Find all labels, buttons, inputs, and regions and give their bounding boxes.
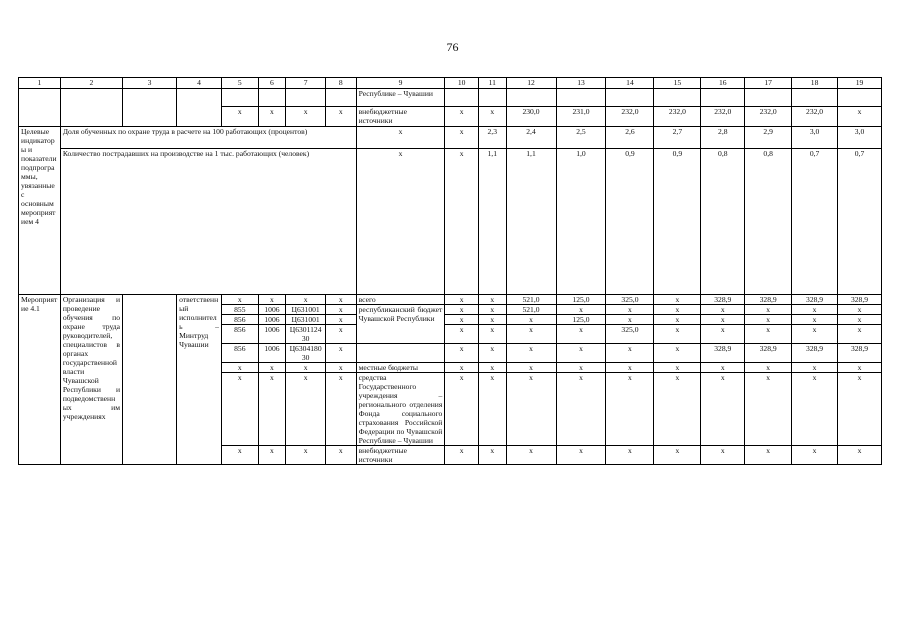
empty-cell [556, 89, 606, 107]
value-cell: x [654, 446, 701, 465]
code-cell: 1006 [258, 344, 286, 363]
value-cell: x [745, 363, 792, 373]
event-label: Мероприятие 4.1 [19, 295, 61, 465]
col-number: 11 [478, 78, 506, 89]
value-cell: x [478, 315, 506, 325]
indicator-col9: x [356, 127, 445, 149]
value-cell: x [838, 325, 882, 344]
code-cell: Ц6301124 30 [286, 325, 326, 344]
empty-cell [258, 89, 286, 107]
col-number: 6 [258, 78, 286, 89]
value-cell: 328,9 [701, 344, 745, 363]
value-cell: x [445, 363, 479, 373]
col-number: 8 [326, 78, 357, 89]
empty-cell [654, 89, 701, 107]
funding-source: республиканский бюджет Чувашской Республики [356, 305, 445, 344]
value-cell: x [506, 344, 556, 363]
code-cell: x [326, 107, 357, 127]
value-cell: 125,0 [556, 295, 606, 305]
empty-cell [177, 89, 222, 127]
funding-source: Республике – Чувашии [356, 89, 445, 107]
col-number: 15 [654, 78, 701, 89]
col-number: 4 [177, 78, 222, 89]
value-cell: x [838, 446, 882, 465]
col-number: 13 [556, 78, 606, 89]
code-cell: x [221, 373, 258, 446]
empty-cell [745, 89, 792, 107]
code-cell: 1006 [258, 315, 286, 325]
code-cell: x [221, 295, 258, 305]
empty-cell [60, 89, 122, 127]
value-cell: x [792, 325, 838, 344]
value-cell: x [745, 305, 792, 315]
empty-cell [701, 89, 745, 107]
value-cell: 2,4 [506, 127, 556, 149]
empty-cell [606, 89, 654, 107]
value-cell: x [506, 446, 556, 465]
value-cell: x [838, 373, 882, 446]
code-cell: x [326, 446, 357, 465]
value-cell: x [506, 363, 556, 373]
funding-source: местные бюджеты [356, 363, 445, 373]
value-cell: x [556, 305, 606, 315]
col-number: 18 [792, 78, 838, 89]
value-cell: x [792, 363, 838, 373]
value-cell: 230,0 [506, 107, 556, 127]
value-cell: x [701, 446, 745, 465]
value-cell: 1,1 [506, 149, 556, 295]
code-cell: x [258, 363, 286, 373]
value-cell: x [445, 295, 479, 305]
value-cell: x [792, 305, 838, 315]
value-cell: 2,9 [745, 127, 792, 149]
indicator-row [19, 127, 882, 149]
value-cell: x [838, 315, 882, 325]
continuation-row [19, 89, 882, 107]
value-cell: x [478, 344, 506, 363]
value-cell: 232,0 [654, 107, 701, 127]
col-number: 17 [745, 78, 792, 89]
value-cell: x [506, 373, 556, 446]
column-number-row [19, 78, 882, 89]
value-cell: x [445, 344, 479, 363]
empty-cell [19, 89, 61, 127]
code-cell: x [326, 315, 357, 325]
value-cell: 521,0 [506, 305, 556, 315]
col-number: 16 [701, 78, 745, 89]
col-number: 14 [606, 78, 654, 89]
code-cell: x [326, 295, 357, 305]
value-cell: 2,3 [478, 127, 506, 149]
code-cell: x [326, 325, 357, 344]
value-cell: 328,9 [838, 295, 882, 305]
value-cell: x [745, 446, 792, 465]
value-cell: 2,5 [556, 127, 606, 149]
value-cell: 0,8 [701, 149, 745, 295]
value-cell: 2,8 [701, 127, 745, 149]
value-cell: x [654, 363, 701, 373]
code-cell: x [286, 446, 326, 465]
value-cell: 328,9 [745, 295, 792, 305]
code-cell: x [258, 446, 286, 465]
value-cell: x [506, 325, 556, 344]
indicator-col9: x [356, 149, 445, 295]
value-cell: x [478, 446, 506, 465]
value-cell: x [445, 373, 479, 446]
value-cell: x [654, 344, 701, 363]
value-cell: x [478, 363, 506, 373]
value-cell: 521,0 [506, 295, 556, 305]
value-cell: x [701, 315, 745, 325]
empty-cell [478, 89, 506, 107]
value-cell: x [478, 373, 506, 446]
code-cell: x [258, 295, 286, 305]
code-cell: 1006 [258, 305, 286, 315]
value-cell: 232,0 [701, 107, 745, 127]
indicator-row [19, 149, 882, 295]
value-cell: 328,9 [792, 295, 838, 305]
col-number: 7 [286, 78, 326, 89]
value-cell: 2,7 [654, 127, 701, 149]
value-cell: 232,0 [745, 107, 792, 127]
value-cell: x [556, 325, 606, 344]
code-cell: x [326, 344, 357, 363]
col-number: 9 [356, 78, 445, 89]
code-cell: 856 [221, 344, 258, 363]
code-cell: Ц6304180 30 [286, 344, 326, 363]
empty-cell [356, 344, 445, 363]
responsible-executor: ответственный исполнитель – Минтруд Чувашии [177, 295, 222, 465]
code-cell: x [326, 373, 357, 446]
value-cell: x [838, 363, 882, 373]
value-cell: 1,0 [556, 149, 606, 295]
value-cell: x [478, 107, 506, 127]
value-cell: x [445, 127, 479, 149]
value-cell: x [792, 373, 838, 446]
value-cell: x [445, 305, 479, 315]
col-number: 2 [60, 78, 122, 89]
value-cell: x [745, 325, 792, 344]
value-cell: x [556, 446, 606, 465]
empty-cell [221, 89, 258, 107]
value-cell: x [506, 315, 556, 325]
value-cell: x [556, 373, 606, 446]
funding-source: всего [356, 295, 445, 305]
code-cell: x [258, 107, 286, 127]
value-cell: 0,8 [745, 149, 792, 295]
value-cell: x [745, 315, 792, 325]
value-cell: x [478, 325, 506, 344]
code-cell: x [286, 107, 326, 127]
value-cell: x [606, 373, 654, 446]
value-cell: 0,9 [606, 149, 654, 295]
value-cell: x [556, 363, 606, 373]
code-cell: Ц631001 [286, 305, 326, 315]
value-cell: 325,0 [606, 295, 654, 305]
empty-cell [326, 89, 357, 107]
code-cell: x [286, 363, 326, 373]
code-cell: x [326, 363, 357, 373]
indicator-text: Доля обученных по охране труда в расчете на 100 работающих (процентов) [60, 127, 356, 149]
value-cell: x [606, 305, 654, 315]
value-cell: 232,0 [792, 107, 838, 127]
value-cell: x [838, 107, 882, 127]
value-cell: x [701, 305, 745, 315]
value-cell: x [445, 149, 479, 295]
empty-cell [506, 89, 556, 107]
code-cell: x [221, 446, 258, 465]
event-col3 [123, 295, 177, 465]
value-cell: x [654, 315, 701, 325]
value-cell: x [792, 446, 838, 465]
funding-source: внебюджетные источники [356, 107, 445, 127]
col-number: 5 [221, 78, 258, 89]
col-number: 3 [123, 78, 177, 89]
value-cell: x [478, 295, 506, 305]
funding-source: средства Государственного учреждения – регионального отделения Фонда социального страхования Российской Федерации по Чувашской Республике – Чувашии [356, 373, 445, 446]
value-cell: 328,9 [792, 344, 838, 363]
code-cell: x [221, 107, 258, 127]
page-number: 76 [446, 40, 459, 54]
code-cell: 856 [221, 315, 258, 325]
value-cell: x [606, 363, 654, 373]
value-cell: x [654, 325, 701, 344]
value-cell: 328,9 [701, 295, 745, 305]
col-number: 10 [445, 78, 479, 89]
value-cell: x [654, 305, 701, 315]
budget-table [18, 77, 882, 465]
col-number: 19 [838, 78, 882, 89]
col-number: 12 [506, 78, 556, 89]
funding-source: внебюджетные источники [356, 446, 445, 465]
value-cell: 328,9 [838, 344, 882, 363]
code-cell: 856 [221, 325, 258, 344]
value-cell: x [838, 305, 882, 315]
indicator-text: Количество пострадавших на производстве на 1 тыс. работающих (человек) [60, 149, 356, 295]
value-cell: 328,9 [745, 344, 792, 363]
empty-cell [123, 89, 177, 127]
value-cell: 3,0 [838, 127, 882, 149]
event-row-total [19, 295, 882, 305]
value-cell: x [701, 325, 745, 344]
value-cell: 0,7 [838, 149, 882, 295]
col-number: 1 [19, 78, 61, 89]
value-cell: x [606, 344, 654, 363]
code-cell: Ц631001 [286, 315, 326, 325]
value-cell: 231,0 [556, 107, 606, 127]
value-cell: 1,1 [478, 149, 506, 295]
code-cell: x [326, 305, 357, 315]
empty-cell [445, 89, 479, 107]
value-cell: x [792, 315, 838, 325]
code-cell: 855 [221, 305, 258, 315]
value-cell: x [445, 325, 479, 344]
event-name: Организация и проведение обучения по охране труда руководителей, специалистов в органах государственной власти Чувашской Республики и подведомственных им учреждениях [60, 295, 122, 465]
value-cell: 2,6 [606, 127, 654, 149]
empty-cell [838, 89, 882, 107]
value-cell: x [606, 446, 654, 465]
value-cell: x [654, 373, 701, 446]
value-cell: 0,7 [792, 149, 838, 295]
value-cell: x [445, 446, 479, 465]
code-cell: x [221, 363, 258, 373]
value-cell: x [654, 295, 701, 305]
value-cell: 125,0 [556, 315, 606, 325]
value-cell: x [701, 363, 745, 373]
indicators-label: Целевые индикаторы и показатели подпрограммы, увязанные с основным мероприятием 4 [19, 127, 61, 295]
code-cell: 1006 [258, 325, 286, 344]
value-cell: 232,0 [606, 107, 654, 127]
value-cell: x [556, 344, 606, 363]
empty-cell [792, 89, 838, 107]
value-cell: x [745, 373, 792, 446]
empty-cell [286, 89, 326, 107]
code-cell: x [258, 373, 286, 446]
value-cell: x [606, 315, 654, 325]
value-cell: x [445, 315, 479, 325]
value-cell: x [445, 107, 479, 127]
code-cell: x [286, 373, 326, 446]
value-cell: 325,0 [606, 325, 654, 344]
code-cell: x [286, 295, 326, 305]
value-cell: 3,0 [792, 127, 838, 149]
value-cell: 0,9 [654, 149, 701, 295]
value-cell: x [701, 373, 745, 446]
value-cell: x [478, 305, 506, 315]
